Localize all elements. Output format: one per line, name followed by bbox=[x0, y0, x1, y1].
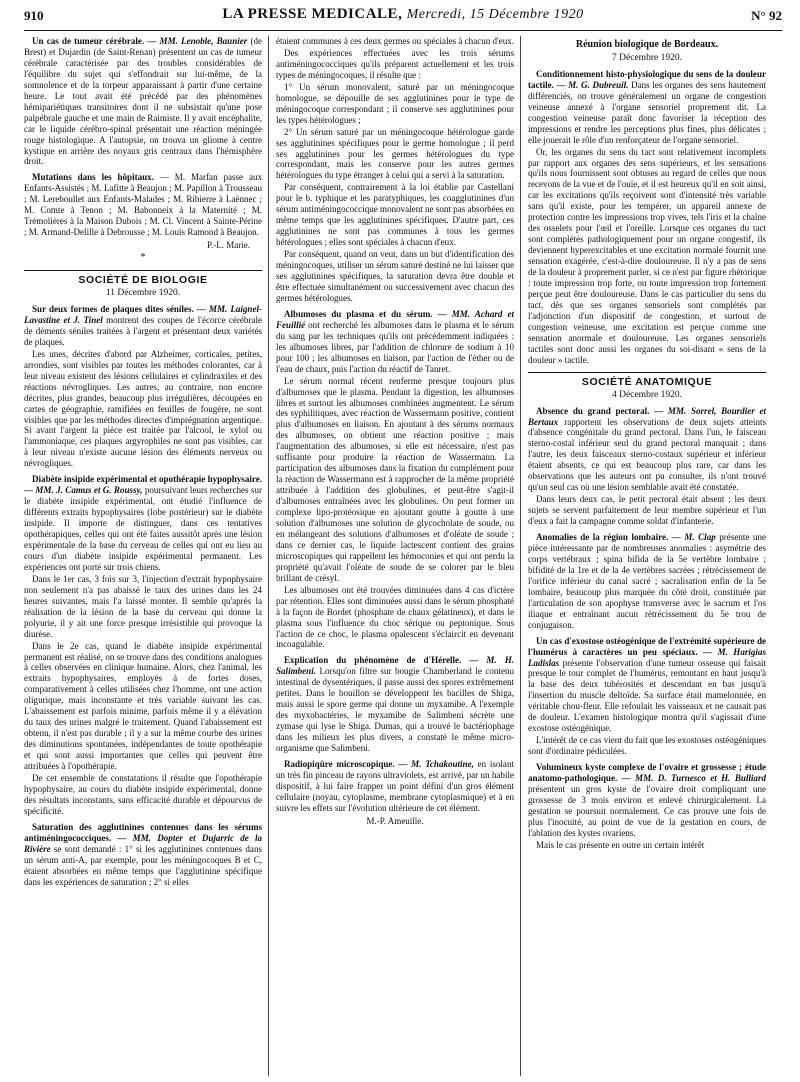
signature: M.-P. Ameuille. bbox=[366, 815, 424, 826]
article-title: Explication du phénomène de d'Hérelle. bbox=[284, 655, 462, 666]
article-title: Diabète insipide expérimental et opothérapie hypophysaire. bbox=[32, 474, 262, 485]
column-1 bbox=[24, 36, 262, 1076]
article-title: Sur deux formes de plaques dites séniles. bbox=[32, 303, 194, 314]
section-date: 4 Décembre 1920. bbox=[612, 389, 682, 400]
article-authors: — MM. Dopter et Dujarric de la Rivière bbox=[24, 832, 262, 854]
article-body: en isolant un très fin pinceau de rayons ultraviolets, est arrivé, par un habile dispositif, à lui faire frapper un point défini d'un gros élément cellulaire (noyau, cytoplasme, membrane cytoplasmique) et à en suivre les effets sur l'évolution ultérieure de cet élément. bbox=[276, 759, 514, 813]
article-authors: — MM. Laignel-Lavastine et J. Tinel bbox=[24, 303, 262, 325]
article-body: Lorsqu'on filtre sur bougie Chamberland le contenu intestinal de dysentériques, il passe aussi des spores extrêmement petites. Dans le bouillon se développent les bacilles de Shiga, mais aussi le spore germe qui donne un myxamibe. A l'exemple des myxobactéries, le myxamibe de Salimbeni sécrète une zymase qui lyse le Shiga. Dumas, qui a trouvé le bactériophage dans les milieux les plus divers, a constaté le même micro-organisme que Salimbeni. bbox=[276, 666, 514, 754]
paragraph: étaient communes à ces deux germes ou spéciales à chacun d'eux. bbox=[276, 36, 514, 46]
issue-date: Mercredi, 15 Décembre 1920 bbox=[406, 7, 584, 22]
article-body: — M. Marfan passe aux Enfants-Assistés ; M. Lafitte à Beaujon ; M. Papillon à Trousseau ; M. Lereboullet aux Enfants-Malades ; M. Ribierre à Laënnec ; M. Comte à Tenon ; M. Babonneix à la Maternité ; M. Trémolières à la Maison Dubois ; M. Cl. Vincent à Sainte-Périne ; M. Armand-Delille à Debrousse ; M. Louis Ramond à Beaujon. bbox=[24, 172, 262, 238]
paragraph: Or, les organes du sens du tact sont relativement incomplets par rapport aux organes des sens supérieurs, et les sensations qu'ils nous fournissent sont obtuses au regard de celles que nous recevons de la vue et de l'ouïe, et il est heureux qu'il en soit ainsi, car les excitations qu'ils reçoivent sont d'intensité très variable sans qu'il existe, pour les tempérer, un appareil annexe de protection contre les impressions trop vives, tels l'iris et la chaîne des osselets pour l'œil et l'oreille. Lorsque ces organes du tact sont complétés pathologiquement pour un organe congestif, ils deviennent hyperexcitables et une excitation normale fournit une sensation exagérée, c'est-à-dire douloureuse. Il n'y a pas de sens de la douleur à proprement parler, si ce n'est par figure rhétorique : toute impression trop forte, ou toute impression trop fortement perçue peut être douloureuse. Dans le cas particulier du sens du tact, dès que ses organes sensoriels sont complétés par l'adjonction d'un dispositif de congestion, et surtout de congestion veineuse, une excitation est perçue comme une sensation anormale et douloureuse. Les organes sensoriels tactiles sont donc aussi les organes du soi-disant « sens de la douleur » tactile. bbox=[528, 146, 766, 365]
section-heading: SOCIÉTÉ ANATOMIQUE bbox=[581, 375, 713, 388]
paragraph: 1° Un sérum monovalent, saturé par un méningocoque homologue, se dépouille de ses agglutinines pour le type de méningocoque correspondant ; il conserve ses agglutinines pour les types hétérologues ; bbox=[276, 81, 514, 125]
article-body: rapportent les observations de deux sujets atteints d'absence congénitale du grand pectoral. Dans l'un, le faisceau sterno-costal inférieur seul du grand pectoral manquait ; dans l'autre, les deux faisceaux sterno-costaux supérieur et inférieur étaient absents, ce qui est beaucoup plus rare, car dans les observations que les auteurs ont pu consulter, ils n'ont trouvé qu'un seul cas où une lésion semblable avait été constatée. bbox=[528, 416, 766, 493]
separator-asterisk: * bbox=[140, 252, 146, 264]
column-separator bbox=[520, 36, 521, 1076]
article-authors: — M. Tchakoutine, bbox=[398, 759, 474, 769]
paragraph: Par conséquent, contrairement à la loi établie par Castellani pour le b. typhique et les paratyphiques, les coagglutinines d'un sérum antiméningococcique monovalent ne sont pas absorbées en même temps que les agglutinines spécifiques. D'autre part, ces agglutinines ne sont pas communes à tous les germes hétérologues ; elles sont spéciales à chacun d'eux. bbox=[276, 182, 514, 248]
article-title: Un cas de tumeur cérébrale. bbox=[32, 36, 145, 46]
paragraph: Dans le 1er cas, 3 fois sur 3, l'injection d'extrait hypophysaire non seulement n'a pas abaissé le taux des urines dans les 24 heures suivantes, mais l'a laissé monter. Il semble qu'après la réalisation de la lésion de la base du cerveau qui donne la polyurie, il y ait une force presque irrésistible qui provoque la diurèse. bbox=[24, 573, 262, 639]
page-header bbox=[24, 6, 782, 28]
paragraph: Les unes, décrites d'abord par Alzheimer, corticales, petites, arrondies, sont visibles par toutes les méthodes colorantes, car à leur niveau existent des lésions cellulaires et cylindraxiles et des réactions névrogliques. Les autres, au contraire, non encore décrites, plus grandes, beaucoup plus irrégulières, découpées en cartes de géographie, ramifiées en feuilles de fougère, ne sont visibles que par les méthodes directes d'imprégnation argentique. Si avant l'argent la pièce est traitée par l'alcool, le xylol ou l'ammoniaque, ces plaques argyrophiles ne sont pas visibles, car à leur niveau n'existe aucune lésion des éléments nerveux ou névrogliques. bbox=[24, 348, 262, 469]
column-2 bbox=[276, 36, 514, 1076]
article-body: montrent des coupes de l'écorce cérébrale de déments séniles traitées à l'argent et présentant deux variétés de plaques. bbox=[24, 314, 262, 347]
page-number: 910 bbox=[24, 8, 44, 23]
article-title: Mutations dans les hôpitaux. bbox=[32, 172, 154, 183]
section-heading: Réunion biologique de Bordeaux. bbox=[575, 39, 719, 50]
article-body: présentent un gros kyste de l'ovaire droit compliquant une grossesse de 3 mois environ et enlevé chirurgicalement. La gestation se poursuit normalement. Ce cas prouve une fois de plus l'inocuité, au point de vue de la gestation en cours, de l'ablation des kystes ovariens. bbox=[528, 784, 766, 838]
article-authors: — MM. D. Turnesco et H. Bulliard bbox=[621, 773, 766, 784]
article-diabete-insipide bbox=[24, 474, 262, 573]
article-plaques-seniles bbox=[24, 304, 262, 348]
article-title: Albumoses du plasma et du sérum. bbox=[284, 308, 433, 319]
section-date: 11 Décembre 1920. bbox=[105, 288, 181, 299]
journal-name: LA PRESSE MEDICALE, bbox=[222, 6, 403, 22]
article-herelle bbox=[276, 655, 514, 754]
issue-number: N° 92 bbox=[751, 8, 782, 23]
paragraph: Des expériences effectuées avec les trois sérums antiméningococciques qu'ils préparent actuellement et les trois types de méningocoques, il résulte que : bbox=[276, 47, 514, 80]
article-mutations bbox=[24, 172, 262, 238]
article-douleur-tactile bbox=[528, 69, 766, 146]
article-authors: — MM. J. Camus et G. Roussy, bbox=[24, 485, 143, 496]
paragraph: De cet ensemble de constatations il résulte que l'opothérapie hypophysaire, au cours du diabète insipide expérimental, donne des résultats inconstants, sans efficacité durable et dépourvus de spécificité. bbox=[24, 773, 262, 816]
signature: P.-L. Marie. bbox=[207, 240, 250, 251]
running-title bbox=[24, 6, 782, 23]
article-body: ont recherché les albumoses dans le plasma et le sérum du sang par les techniques qu'ils ont précédemment indiquées : les albumoses libres, par l'addition de chlorure de sodium à 10 pour 100 ; les albumoses en liaison, par l'action de l'éther ou de l'eau de chaux, puis l'action du réactif de Tanret. bbox=[276, 319, 514, 374]
article-exostose bbox=[528, 636, 766, 735]
article-region-lombaire bbox=[528, 532, 766, 631]
section-heading: SOCIÉTÉ DE BIOLOGIE bbox=[78, 274, 208, 287]
article-title: Anomalies de la région lombaire. bbox=[536, 532, 669, 543]
paragraph: Le sérum normal récent renferme presque toujours plus d'albumoses que le plasma. Pendant la digestion, les albumoses libres et surtout les albumoses combinées augmentent. Le sérum des syphilitiques, avec réaction de Wassermann positive, contient plus d'albumoses en liaison. En ajoutant à des sérums normaux des albumoses, on obtient une réaction positive ; mais l'augmentation des albumoses, si elle est nécessaire, n'est pas suffisante pour produire la réaction de Wassermann. La participation des albumoses dans la fixation du complément pour la réaction de Wassermann est à rapprocher de la même propriété attribuée à l'addition des globulines, et peut-être s'agit-il d'albumoses entraînées avec les globulines. On peut former un complexe lipo-protéosique en ajoutant goutte à goutte à une solution d'albumoses une solution de glycocholate de soude, ou en mélangeant des solutions d'albumoses et d'oléate de soude ; dans ce dernier cas, le liquide lactescent contient des grains microscopiques qui rappellent les hémoconies et qui ont perdu la propriété qu'avait l'oléate de soude de se colorer par le bleu brillant de crésyl. bbox=[276, 375, 514, 583]
section-rule bbox=[528, 372, 766, 373]
article-authors: — MM. Lenoble, Baunier bbox=[147, 36, 248, 46]
article-saturation-agglutinines bbox=[24, 822, 262, 888]
paragraph: Les albumoses ont été trouvées diminuées dans 4 cas d'ictère par rétention. Elles sont diminuées aussi dans le sérum phosphaté à la façon de Bordet (phosphate de chaux gélatineux), et dans le plasma sous l'influence du choc sérique ou peptonique. Sous l'action de ce choc, le plasma opalescent s'éclaircit en devenant incoagulable. bbox=[276, 584, 514, 650]
section-rule bbox=[24, 270, 262, 271]
article-radiopiqure bbox=[276, 759, 514, 814]
article-tumeur-cerebrale bbox=[24, 36, 262, 167]
article-authors: — M. H. Salimbeni. bbox=[276, 655, 514, 677]
section-date: 7 Décembre 1920. bbox=[612, 52, 682, 63]
article-body: poursuivant leurs recherches sur le diabète insipide expérimental, ont étudié l'influence de différents extraits hypophysaires (lobe postérieur) sur le diabète insipide. Il importe de distinguer, dans ces tentatives opothérapiques, celles qui ont été faites aussitôt après une lésion expérimentale de la base du cerveau de celles qui ont eu lieu au cours d'un diabète insipide expérimental permanent. Les expériences ont porté sur trois chiens. bbox=[24, 485, 262, 572]
article-grand-pectoral bbox=[528, 406, 766, 494]
article-title: Conditionnement histo-physiologique du sens de la douleur tactile. bbox=[528, 68, 766, 90]
article-title: Radiopiqûre microscopique. bbox=[284, 759, 395, 769]
article-authors: — M. G. Dubreuil. bbox=[556, 79, 629, 90]
article-kyste-ovaire bbox=[528, 762, 766, 839]
article-authors: — MM. Sorrel, Bourdier et Bertaux bbox=[528, 405, 766, 427]
paragraph: Par conséquent, quand on veut, dans un but d'identification des méningocoques, utiliser un sérum saturé destiné ne lui laisser que ses agglutinines spécifiques, la saturation devra être double et être effectuée simultanément ou successivement avec chacun des germes hétérologues. bbox=[276, 249, 514, 303]
column-separator bbox=[268, 36, 269, 1076]
header-rule bbox=[24, 30, 782, 31]
article-authors: — M. Clap bbox=[671, 532, 716, 543]
article-title: Saturation des agglutinines contenues dans les sérums antiméningococciques. bbox=[24, 821, 262, 843]
paragraph: Dans leurs deux cas, le petit pectoral était absent ; les deux sujets se servent parfaitement de leur membre supérieur et l'un d'eux a fait la campagne comme soldat d'infanterie. bbox=[528, 494, 766, 527]
article-albumoses bbox=[276, 309, 514, 375]
paragraph: 2° Un sérum saturé par un méningocoque hétérologue garde ses agglutinines spécifiques pour le germe homologue ; il perd ses agglutinines pour les germes hétérologues du type correspondant, mais les conserve pour les autres germes hétérologues du type étranger à celui qui a servi à la saturation. bbox=[276, 126, 514, 181]
article-title: Absence du grand pectoral. bbox=[536, 405, 650, 416]
article-body: se sont demandé : 1° si les agglutinines contenues dans un sérum anti-A, par exemple, pour les méningocoques B et C, étaient absorbées en même temps que l'agglutinine spécifique dans les expériences de saturation ; 2° si elles bbox=[24, 843, 262, 887]
article-title: Un cas d'exostose ostéogénique de l'extrémité supérieure de l'humérus à caractères un peu spéciaux. bbox=[528, 635, 766, 657]
article-body: (de Brest) et Dujardin (de Saint-Renan) présentent un cas de tumeur cérébrale caractérisée par des troubles considérables de l'équilibre du sujet qui s'effondrait sur lui-même, de la somnolence et de la torpeur apparaissant à partir d'une certaine heure. Le tout avait été précédé par des phénomènes hémipariétiques transitoires dont il ne subsistait qu'une pose palpébrale gauche et une main de Raimiste. Il y avait encéphalite, car le liquide cérébro-spinal présentait une réaction méningée rouge histologique. A l'autopsie, on trouva un gliome à centre kystique en arrière des noyaux gris centraux dans l'hémisphère droit. bbox=[24, 36, 262, 167]
article-title: Volumineux kyste complexe de l'ovaire et grossesse ; étude anatomo-pathologique. bbox=[528, 762, 766, 784]
article-body: présente l'observation d'une tumeur osseuse qui faisait presque le tour complet de l'humérus, remontant en haut jusqu'à la base des deux tubérosités et descendant en bas jusqu'à l'insertion du muscle deltoïde. Sa surface était mamelonnée, en véritable chou-fleur. Elle refoulait les vaisseaux et ne causait pas de douleur. L'examen histologique montra qu'il s'agissait d'une exostose ostéogénique. bbox=[528, 657, 766, 734]
column-3 bbox=[528, 36, 766, 1076]
paragraph: Mais le cas présente en outre un certain intérêt bbox=[536, 839, 705, 850]
paragraph: Dans le 2e cas, quand le diabète insipide expérimental permanent est réalisé, on se trouve dans des conditions analogues à celles observées en clinique humaine. Alors, chez l'animal, les extraits hypophysaires, employés à de fortes doses, comparativement à celles utilisées chez l'homme, ont une action oligurique, mais inconstante et très variable suivant les cas. L'abaissement est parfois minime, parfois même il y a élévation du taux des urines malgré le traitement. Quand l'abaissement est obtenu, il n'est pas durable ; il y a sur la même courbe des urines des diminutions spontanées, indépendantes de toute opothérapie et qui sont aussi importantes que celles qui peuvent être attribuées à l'opothérapie. bbox=[24, 640, 262, 772]
article-body: présente une pièce intéressante par de nombreuses anomalies : asymétrie des corps vertébraux ; spina bifida de la 5e vertèbre lombaire ; bifidité de la 1re et de la 4e vertèbres sacrées ; rétrécissement de l'orifice inférieur du canal sacré ; sacralisation enfin de la 5e lombaire, beaucoup plus marquée du côté droit, constituée par l'articulation de son apophyse transverse avec le sacrum et l'os iliaque et entraînant aucun rétrécissement du 5e trou de conjugaison. bbox=[528, 532, 766, 630]
article-body: Dans les organes des sens hautement différenciés, on trouve généralement un organe de congestion veineuse annexé à l'organe sensoriel proprement dit. La congestion veineuse paraît donc favoriser la réception des impressions et rendre les perceptions plus fines, plus délicates ; elle jouerait le rôle d'un renforçateur de l'organe sensoriel. bbox=[528, 79, 766, 145]
paragraph: L'intérêt de ce cas vient du fait que les exostoses ostéogéniques sont d'ordinaire pédiculées. bbox=[528, 735, 766, 757]
article-authors: — M. Harigias Ladislas bbox=[528, 646, 766, 668]
article-authors: — MM. Achard et Feuillié bbox=[276, 308, 514, 330]
